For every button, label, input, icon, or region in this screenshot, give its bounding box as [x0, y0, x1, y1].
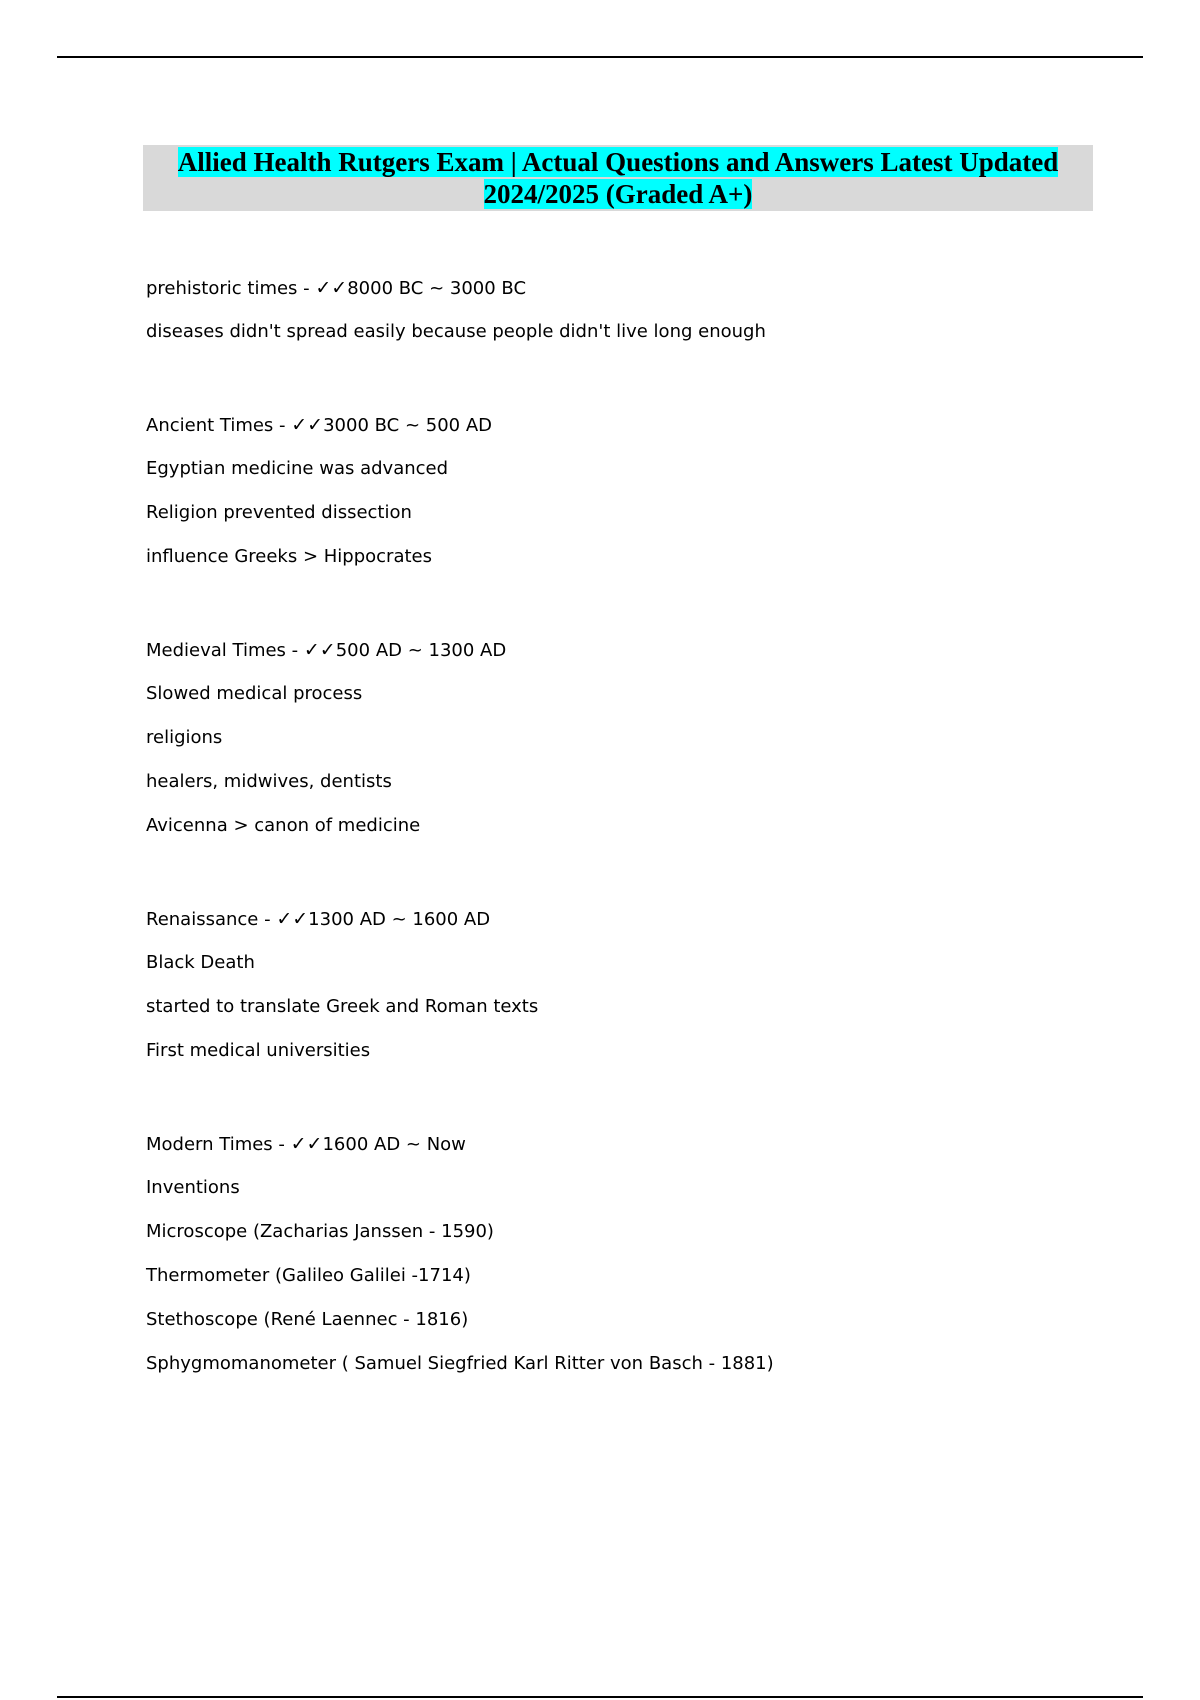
- definition: 1300 AD ~ 1600 AD: [308, 909, 491, 930]
- definition: 1600 AD ~ Now: [322, 1134, 466, 1155]
- detail-line: Stethoscope (René Laennec - 1816): [146, 1309, 469, 1330]
- definition: 8000 BC ~ 3000 BC: [347, 278, 527, 299]
- check-icon: ✓✓: [291, 414, 324, 436]
- detail-line: First medical universities: [146, 1040, 371, 1061]
- check-icon: ✓✓: [290, 1133, 323, 1155]
- detail-line: Microscope (Zacharias Janssen - 1590): [146, 1221, 494, 1242]
- section-heading-prehistoric: [146, 270, 1126, 314]
- definition: 3000 BC ~ 500 AD: [323, 415, 493, 436]
- title-line-1: Allied Health Rutgers Exam | Actual Questions and Answers Latest Updated: [177, 147, 1059, 177]
- section-heading-medieval: [146, 632, 1126, 676]
- detail-line: Avicenna > canon of medicine: [146, 815, 421, 836]
- detail-line: religions: [146, 727, 223, 748]
- document-body: [146, 270, 1126, 1390]
- title-line-2: 2024/2025 (Graded A+): [483, 179, 753, 209]
- term: Renaissance -: [146, 909, 277, 930]
- detail-line: started to translate Greek and Roman texts: [146, 996, 539, 1017]
- detail-line: Sphygmomanometer ( Samuel Siegfried Karl Ritter von Basch - 1881): [146, 1353, 774, 1374]
- detail-line: Thermometer (Galileo Galilei -1714): [146, 1265, 471, 1286]
- detail-line: Egyptian medicine was advanced: [146, 458, 449, 479]
- detail-line: diseases didn't spread easily because people didn't live long enough: [146, 321, 766, 342]
- document-title: [143, 145, 1093, 211]
- detail-line: influence Greeks > Hippocrates: [146, 546, 432, 567]
- check-icon: ✓✓: [303, 639, 336, 661]
- definition: 500 AD ~ 1300 AD: [335, 640, 507, 661]
- term: Ancient Times -: [146, 415, 292, 436]
- detail-line: healers, midwives, dentists: [146, 771, 392, 792]
- detail-line: Inventions: [146, 1177, 240, 1198]
- detail-line: Slowed medical process: [146, 683, 363, 704]
- section-heading-modern: [146, 1126, 1126, 1170]
- term: prehistoric times -: [146, 278, 316, 299]
- check-icon: ✓✓: [276, 908, 309, 930]
- check-icon: ✓✓: [315, 277, 348, 299]
- detail-line: Religion prevented dissection: [146, 502, 412, 523]
- bottom-rule: [57, 1696, 1143, 1698]
- section-heading-renaissance: [146, 901, 1126, 945]
- section-heading-ancient: [146, 407, 1126, 451]
- term: Modern Times -: [146, 1134, 291, 1155]
- top-rule: [57, 56, 1143, 58]
- term: Medieval Times -: [146, 640, 304, 661]
- detail-line: Black Death: [146, 952, 255, 973]
